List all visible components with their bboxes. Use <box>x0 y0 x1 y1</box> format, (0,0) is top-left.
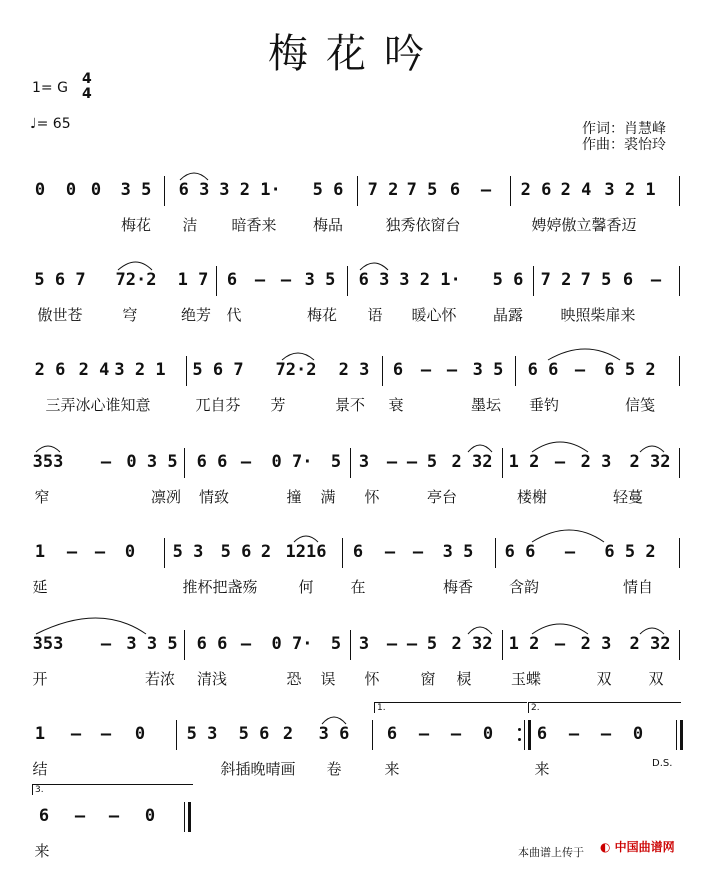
tempo-marking: ♩= 65 <box>30 116 71 132</box>
note: – <box>100 634 112 654</box>
note: – <box>108 806 120 826</box>
note: 0 3 5 <box>126 452 178 472</box>
lyric: 情致 <box>198 488 230 506</box>
barline <box>676 720 677 750</box>
note: – <box>650 270 662 290</box>
barline <box>382 356 383 386</box>
note: – <box>450 724 462 744</box>
lyric: 垂钓 <box>528 396 560 414</box>
note: 2 6 <box>34 360 66 380</box>
repeat-dot <box>518 728 521 731</box>
note: 6 <box>352 542 364 562</box>
lyric: 梅品 <box>312 216 344 234</box>
note: 0 <box>144 806 156 826</box>
final-barline <box>188 802 191 832</box>
lyric: 墨坛 <box>470 396 502 414</box>
lyric: 来 <box>34 842 50 860</box>
note: 6 6 <box>196 634 228 654</box>
note: 72·2 <box>115 270 157 290</box>
barline <box>502 448 503 478</box>
lyric: 怀 <box>364 488 380 506</box>
lyric: 晶露 <box>492 306 524 324</box>
note: 353 <box>32 634 64 654</box>
note: 3 2 1· <box>399 270 461 290</box>
note: 3 5 <box>442 542 474 562</box>
lyric: 景不 <box>334 396 366 414</box>
note: – <box>600 724 612 744</box>
lyric: 情自 <box>622 578 654 596</box>
slur <box>180 173 208 180</box>
note: 6 <box>38 806 50 826</box>
barline <box>524 720 525 750</box>
note: 3 6 <box>318 724 350 744</box>
note: 5 6 7 <box>192 360 244 380</box>
note: 2 4 <box>78 360 110 380</box>
lyric: 凛冽 <box>150 488 182 506</box>
lyric: 暗香来 <box>231 216 277 234</box>
barline <box>216 266 217 296</box>
note: 6 6 <box>196 452 228 472</box>
composer-credit: 作曲：裘怡玲 <box>582 137 666 153</box>
slur <box>282 353 314 360</box>
lyric: 双 <box>648 670 664 688</box>
note: 6 <box>449 180 461 200</box>
slur <box>548 349 620 360</box>
note: 72·2 <box>275 360 317 380</box>
volta-1: 1. <box>374 702 527 713</box>
barline <box>515 356 516 386</box>
barline <box>533 266 534 296</box>
site-name: 中国曲谱网 <box>614 840 675 854</box>
lyric: 语 <box>367 306 383 324</box>
note: – <box>70 724 82 744</box>
note: 2 <box>282 724 294 744</box>
note: 3 5 <box>120 180 152 200</box>
barline <box>350 448 351 478</box>
note: – <box>386 634 398 654</box>
note: – <box>100 724 112 744</box>
note: – <box>66 542 78 562</box>
note: 2 3 <box>580 452 612 472</box>
lyric: 兀自芬 <box>195 396 241 414</box>
note: 6 5 2 <box>604 542 656 562</box>
note: 5 3 <box>172 542 204 562</box>
note: 2 3 <box>338 360 370 380</box>
repeat-barline <box>528 720 531 750</box>
lyric: 清浅 <box>196 670 228 688</box>
note: – <box>406 452 418 472</box>
note: 0 <box>34 180 46 200</box>
barline <box>184 448 185 478</box>
note: – <box>94 542 106 562</box>
note: 5 <box>330 452 342 472</box>
lyric: 衰 <box>388 396 404 414</box>
barline <box>679 176 680 206</box>
lyric: 映照柴扉来 <box>560 306 636 324</box>
note: – <box>568 724 580 744</box>
lyric: 卷 <box>326 760 342 778</box>
lyric: 洁 <box>182 216 198 234</box>
slur <box>118 262 152 270</box>
note: – <box>420 360 432 380</box>
note: 3 2 1 <box>604 180 656 200</box>
note: 6 <box>226 270 238 290</box>
note: 5 <box>426 452 438 472</box>
lyric: 三弄冰心谁知意 <box>45 396 151 414</box>
slur <box>468 627 492 634</box>
note: 0 <box>482 724 494 744</box>
note: 3 2 1· <box>219 180 281 200</box>
note: – <box>554 634 566 654</box>
logo-icon: ◐ <box>600 840 611 854</box>
note: – <box>240 452 252 472</box>
note: 5 <box>330 634 342 654</box>
barline <box>679 266 680 296</box>
lyric: 窗 <box>420 670 436 688</box>
note: – <box>554 452 566 472</box>
note: 5 6 <box>238 724 270 744</box>
note: – <box>74 806 86 826</box>
lyric: 代 <box>226 306 242 324</box>
lyric: 梅香 <box>442 578 474 596</box>
lyric: 绝芳 <box>180 306 212 324</box>
lyric: 误 <box>320 670 336 688</box>
note: 6 6 <box>504 542 536 562</box>
note: 0 <box>65 180 77 200</box>
score-row-1 <box>0 180 710 260</box>
note: – <box>254 270 266 290</box>
note: 1 <box>34 542 46 562</box>
note: – <box>564 542 576 562</box>
note: 5 <box>426 634 438 654</box>
lyric: 傲世苍 <box>37 306 83 324</box>
note: 0 7· <box>271 452 313 472</box>
lyric: 暖心怀 <box>411 306 457 324</box>
note: – <box>574 360 586 380</box>
lyric: 梅花 <box>306 306 338 324</box>
site-logo[interactable] <box>600 838 700 856</box>
note: 7 5 <box>580 270 612 290</box>
barline <box>176 720 177 750</box>
slur <box>360 263 388 270</box>
lyric: 推杯把盏殇 <box>182 578 258 596</box>
slur <box>532 624 588 634</box>
note: 7 2 <box>367 180 399 200</box>
note: 1 2 <box>508 452 540 472</box>
lyric: 亭台 <box>426 488 458 506</box>
barline <box>510 176 511 206</box>
note: – <box>418 724 430 744</box>
note: 6 <box>392 360 404 380</box>
note: 0 <box>134 724 146 744</box>
note: – <box>384 542 396 562</box>
barline <box>184 630 185 660</box>
note: 0 <box>90 180 102 200</box>
da-segno-mark: D.S. <box>652 758 673 769</box>
note: 2 4 <box>560 180 592 200</box>
note: 0 7· <box>271 634 313 654</box>
lyric: 开 <box>32 670 48 688</box>
note: 2 32 <box>451 452 493 472</box>
note: 3 <box>358 634 370 654</box>
score-row-5 <box>0 542 710 622</box>
barline <box>164 176 165 206</box>
lyric: 怀 <box>364 670 380 688</box>
lyric: 楼榭 <box>516 488 548 506</box>
lyric: 若浓 <box>144 670 176 688</box>
note: 353 <box>32 452 64 472</box>
upload-note: 本曲谱上传于 <box>518 846 584 859</box>
repeat-dot <box>518 738 521 741</box>
lyric: 双 <box>596 670 612 688</box>
note: 5 6 <box>312 180 344 200</box>
note: 2 32 <box>629 634 671 654</box>
lyric: 穹 <box>122 306 138 324</box>
note: 3 3 5 <box>126 634 178 654</box>
note: – <box>240 634 252 654</box>
lyric: 结 <box>32 760 48 778</box>
lyric: 来 <box>384 760 400 778</box>
lyric: 玉蝶 <box>510 670 542 688</box>
barline <box>186 356 187 386</box>
note: 6 <box>622 270 634 290</box>
note: 6 3 <box>178 180 210 200</box>
barline <box>372 720 373 750</box>
barline <box>342 538 343 568</box>
note: 2 32 <box>451 634 493 654</box>
note: 2 6 <box>520 180 552 200</box>
score-title: 梅花吟 <box>268 31 442 77</box>
note: – <box>412 542 424 562</box>
note: 6 <box>536 724 548 744</box>
lyricist-credit: 作词：肖慧峰 <box>582 121 666 137</box>
note: – <box>446 360 458 380</box>
lyric: 信笺 <box>624 396 656 414</box>
slur <box>468 445 492 452</box>
barline <box>679 538 680 568</box>
note: – <box>386 452 398 472</box>
volta-2: 2. <box>528 702 681 713</box>
barline <box>164 538 165 568</box>
note: 1216 <box>285 542 327 562</box>
note: 5 6 <box>492 270 524 290</box>
note: 7 2 <box>540 270 572 290</box>
lyric: 斜插晚晴画 <box>220 760 296 778</box>
final-barline <box>680 720 683 750</box>
note: 6 <box>386 724 398 744</box>
time-signature-top: 4 <box>82 71 92 87</box>
barline <box>357 176 358 206</box>
lyric: 棂 <box>456 670 472 688</box>
lyric: 满 <box>320 488 336 506</box>
note: 5 6 7 <box>34 270 86 290</box>
lyric: 来 <box>534 760 550 778</box>
note: – <box>406 634 418 654</box>
lyric: 撞 <box>286 488 302 506</box>
note: 3 5 <box>304 270 336 290</box>
lyric: 芳 <box>270 396 286 414</box>
barline <box>495 538 496 568</box>
note: 3 5 <box>472 360 504 380</box>
note: 2 32 <box>629 452 671 472</box>
time-signature-bottom: 4 <box>82 86 92 102</box>
note: 1 <box>34 724 46 744</box>
score-row-4 <box>0 452 710 532</box>
note: – <box>280 270 292 290</box>
note: 2 3 <box>580 634 612 654</box>
note: – <box>100 452 112 472</box>
barline <box>347 266 348 296</box>
note: 1 2 <box>508 634 540 654</box>
note: 3 2 1 <box>114 360 166 380</box>
lyric: 窄 <box>34 488 50 506</box>
note: – <box>480 180 492 200</box>
note: 3 <box>358 452 370 472</box>
note: 6 6 <box>527 360 559 380</box>
lyric: 含韵 <box>508 578 540 596</box>
barline <box>679 448 680 478</box>
lyric: 娉婷傲立馨香迈 <box>531 216 637 234</box>
lyric: 恐 <box>286 670 302 688</box>
note: 5 6 <box>220 542 252 562</box>
note: 0 <box>632 724 644 744</box>
barline <box>350 630 351 660</box>
slur <box>532 442 588 452</box>
slur <box>322 717 346 724</box>
score-row-3 <box>0 360 710 440</box>
barline <box>679 356 680 386</box>
note: 6 5 2 <box>604 360 656 380</box>
lyric: 延 <box>32 578 48 596</box>
score-row-2 <box>0 270 710 350</box>
note: 0 <box>124 542 136 562</box>
lyric: 在 <box>350 578 366 596</box>
note: 7 5 <box>406 180 438 200</box>
lyric: 轻蔓 <box>612 488 644 506</box>
volta-3: 3. <box>32 784 193 795</box>
key-signature: 1= G <box>32 80 68 96</box>
lyric: 何 <box>298 578 314 596</box>
note: 1 7 <box>177 270 209 290</box>
lyric: 梅花 <box>120 216 152 234</box>
lyric: 独秀依窗台 <box>385 216 461 234</box>
note: 6 3 <box>358 270 390 290</box>
barline <box>502 630 503 660</box>
note: 5 3 <box>186 724 218 744</box>
time-signature <box>82 72 92 102</box>
barline <box>184 802 185 832</box>
barline <box>679 630 680 660</box>
note: 2 <box>260 542 272 562</box>
